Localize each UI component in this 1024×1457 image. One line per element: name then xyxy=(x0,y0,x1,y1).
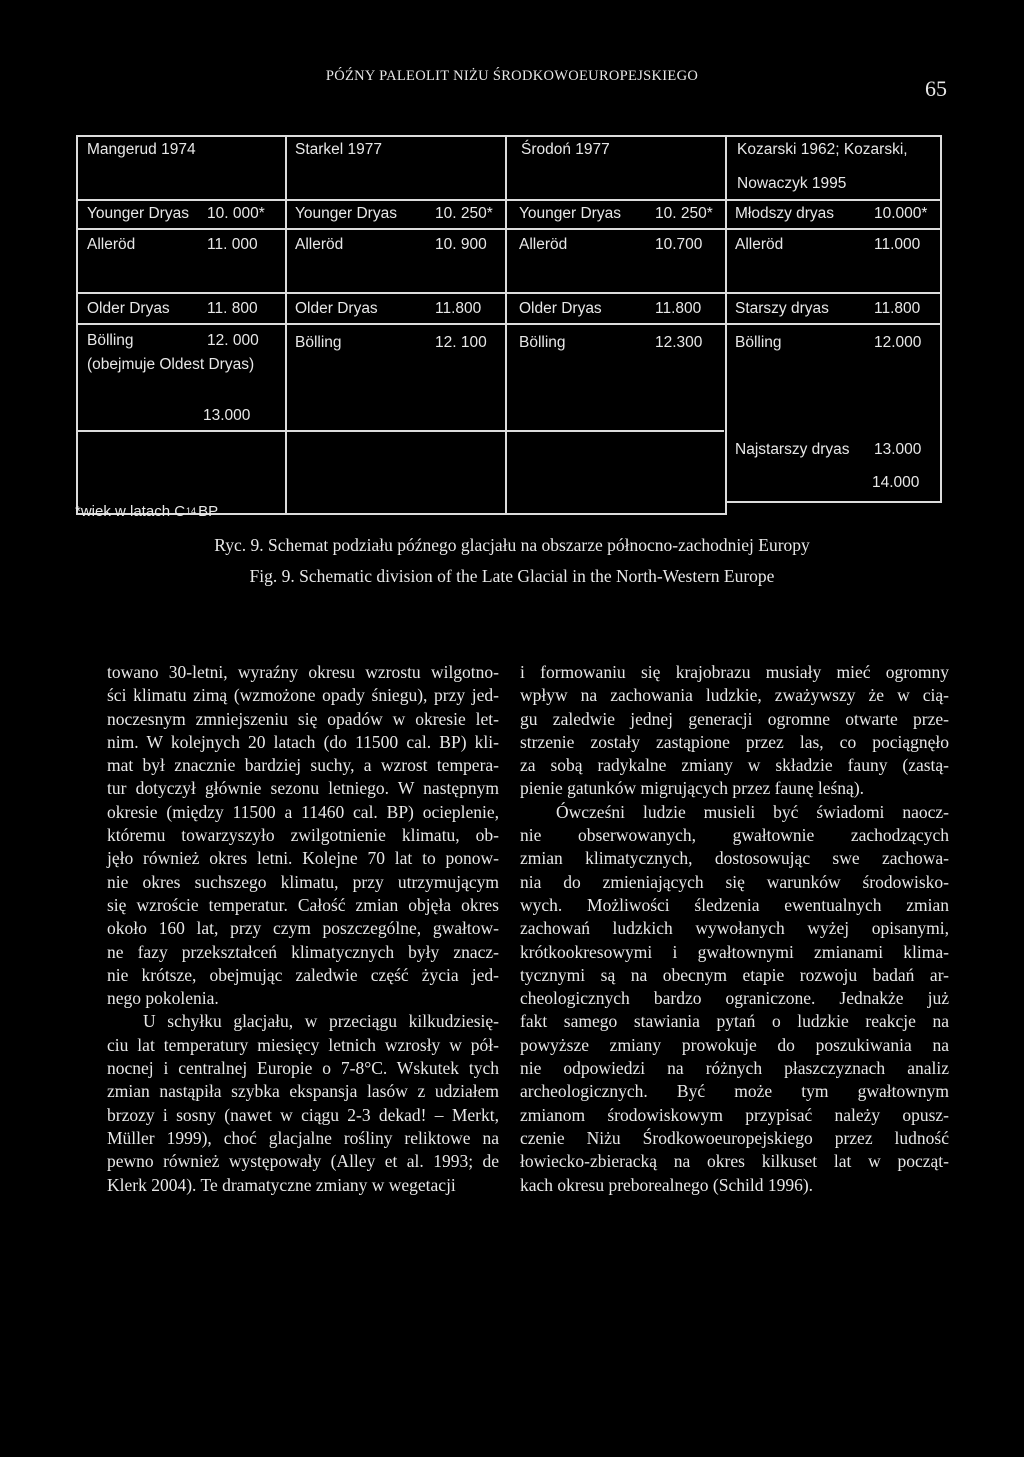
text-line: nie krótsze, obejmując zaledwie część życia jed- xyxy=(107,964,499,985)
footnote-text: *wiek w latach C xyxy=(75,503,186,520)
text-line: tycznymi są na obecnym etapie rozwoju badań ar- xyxy=(520,964,949,985)
column-divider xyxy=(285,135,287,515)
text-line: ciu lat temperatury miesięcy letnich wzrosły w pół- xyxy=(107,1034,499,1055)
text-line: za sobą radykalne zmiany w składzie fauny (zastą- xyxy=(520,755,949,776)
column-header: Starkel 1977 xyxy=(295,141,383,158)
text-line: archeologicznych. Być może tym gwałtownym xyxy=(520,1081,949,1102)
phase-age: 10. 250* xyxy=(435,205,493,222)
text-line: powyższe zmiany prowokuje do poszukiwania na xyxy=(520,1034,949,1055)
text-line: Ówcześni ludzie musieli być świadomi naocz- xyxy=(556,801,949,822)
phase-age: 10.700 xyxy=(655,236,703,253)
text-line: tur dotyczył głównie sezonu letniego. W następnym xyxy=(107,778,499,799)
phase-name: Alleröd xyxy=(87,236,136,253)
text-line: U schyłku glacjału, w przeciągu kilkudziesię- xyxy=(143,1011,499,1032)
phase-age: 11. 000 xyxy=(207,236,258,253)
phase-age: 11.800 xyxy=(655,300,702,317)
table-footnote xyxy=(75,503,218,520)
text-line: cheologicznych bardzo ograniczone. Jednakże już xyxy=(520,988,949,1009)
phase-age: 10.000* xyxy=(874,205,928,222)
phase-age: 12. 000 xyxy=(207,332,259,349)
phase-name: Alleröd xyxy=(519,236,568,253)
phase-name: Younger Dryas xyxy=(87,205,189,222)
text-line: brzozy i sosny (nawet w ciągu 2-3 dekad! – Merkt, xyxy=(107,1104,499,1125)
phase-name: Bölling xyxy=(87,332,134,349)
text-line: nego pokolenia. xyxy=(107,988,219,1009)
text-line: zmianom środowiskowym przypisać należy opusz- xyxy=(520,1104,949,1125)
page-number: 65 xyxy=(925,76,947,101)
text-line: pewno również występowały (Alley et al. 1993; de xyxy=(107,1151,499,1172)
phase-name: Older Dryas xyxy=(87,300,170,317)
phase-age: 10. 000* xyxy=(207,205,265,222)
text-line: nocnej i centralnej Europie o 7-8°C. Wskutek tych xyxy=(107,1058,499,1079)
figure-caption-en: Fig. 9. Schematic division of the Late Glacial in the North-Western Europe xyxy=(249,566,775,586)
text-line: Klerk 2004). Te dramatyczne zmiany w wegetacji xyxy=(107,1174,456,1195)
text-line: około 160 lat, przy czym poszczególne, gwałtow- xyxy=(107,918,499,939)
text-line: jęło również okres letni. Kolejne 70 lat to ponow- xyxy=(107,848,499,869)
phase-name: Najstarszy dryas xyxy=(735,441,850,458)
phase-name: Older Dryas xyxy=(295,300,378,317)
phase-age: 10. 250* xyxy=(655,205,713,222)
text-line: nie odpowiedzi na różnych płaszczyznach analiz xyxy=(520,1058,949,1079)
body-column-right xyxy=(520,661,949,1197)
phase-name: Younger Dryas xyxy=(519,205,621,222)
text-line: nie okres suchszego klimatu, przy utrzymującym xyxy=(107,871,499,892)
row-rule xyxy=(76,323,942,325)
phase-age: 11.800 xyxy=(874,300,921,317)
phase-age: 11.800 xyxy=(435,300,482,317)
table-border-top xyxy=(76,135,942,137)
phase-age: 13.000 xyxy=(874,441,922,458)
boundary-age: 13.000 xyxy=(203,407,251,424)
text-line: i formowaniu się krajobrazu musiały mieć ogromny xyxy=(520,662,949,682)
column-divider xyxy=(505,135,507,515)
phase-age: 12. 100 xyxy=(435,334,487,351)
column-divider xyxy=(725,135,727,515)
text-line: pienie gatunków migrujących przez faunę leśną). xyxy=(520,778,865,799)
text-line: wych. Możliwości śledzenia ewentualnych zmian xyxy=(520,894,949,915)
text-line: gu zaledwie jednej generacji ogromne otwarte prze- xyxy=(520,708,949,729)
text-line: strzenie zostały zastąpione przez las, co pociągnęło xyxy=(520,731,949,752)
column-header: Środoń 1977 xyxy=(521,141,610,158)
phase-name: Older Dryas xyxy=(519,300,602,317)
phase-name: Bölling xyxy=(295,334,342,351)
column-header: Nowaczyk 1995 xyxy=(737,175,847,192)
phase-name: Młodszy dryas xyxy=(735,205,835,222)
row-rule xyxy=(76,430,724,432)
phase-age: 11.000 xyxy=(874,236,921,253)
text-line: zachowań ludzkich wywołanych wyżej opisanymi, xyxy=(520,918,949,939)
phase-name: Younger Dryas xyxy=(295,205,397,222)
text-line: kach okresu preborealnego (Schild 1996). xyxy=(520,1174,814,1195)
text-line: ne fazy przekształceń klimatycznych były znacz- xyxy=(107,941,499,962)
text-line: nia do zmieniających się warunków środowisko- xyxy=(520,871,949,892)
text-line: krótkookresowymi i gwałtownymi zmianami klima- xyxy=(520,941,949,962)
text-line: wpływ na zachowania ludzkie, zważywszy że w cią- xyxy=(520,685,949,706)
figure-caption-pl: Ryc. 9. Schemat podziału późnego glacjału na obszarze północno-zachodniej Europy xyxy=(214,535,810,555)
row-rule xyxy=(76,228,942,230)
text-line: towano 30-letni, wyraźny okresu wzrostu wilgotno- xyxy=(107,662,499,682)
boundary-age: 14.000 xyxy=(872,474,920,491)
text-line: ści klimatu zimą (wzmożone opady śniegu), przy jed- xyxy=(107,685,499,706)
text-line: się wzroście temperatur. Całość zmian objęła okres xyxy=(107,894,499,915)
text-line: zmian nastąpiła szybka ekspansja lasów z udziałem xyxy=(107,1081,499,1102)
phase-age: 12.000 xyxy=(874,334,922,351)
phase-name: Starszy dryas xyxy=(735,300,829,317)
phase-name: Bölling xyxy=(519,334,566,351)
text-line: fakt samego stawiania pytań o ludzkie reakcje na xyxy=(520,1011,949,1032)
text-line: nie obserwowanych, gwałtownie zachodzących xyxy=(520,825,949,846)
text-line: zmian klimatycznych, dostosowując swe zachowa- xyxy=(520,848,949,869)
text-line: łowiecko-zbieracką na okres kilkuset lat w począt- xyxy=(520,1151,949,1172)
footnote-superscript: 14 xyxy=(186,506,197,516)
phase-age: 12.300 xyxy=(655,334,703,351)
text-line: czenie Niżu Środkowoeuropejskiego przez ludność xyxy=(520,1127,949,1148)
phase-age: 10. 900 xyxy=(435,236,487,253)
text-line: okresie (między 11500 a 11460 cal. BP) ocieplenie, xyxy=(107,801,499,822)
text-line: nim. W kolejnych 20 latach (do 11500 cal. BP) kli- xyxy=(107,731,499,752)
running-head: PÓŹNY PALEOLIT NIŻU ŚRODKOWOEUROPEJSKIEGO xyxy=(325,68,699,84)
phase-name: Bölling xyxy=(735,334,782,351)
text-line: któremu towarzyszyło zwilgotnienie klimatu, ob- xyxy=(107,825,499,846)
column-header: Kozarski 1962; Kozarski, xyxy=(737,141,908,158)
text-line: Müller 1999), choć glacjalne rośliny reliktowe na xyxy=(107,1127,499,1148)
header-rule xyxy=(76,199,942,201)
table-border-bottom xyxy=(725,501,942,503)
table-border-right xyxy=(940,135,942,503)
table-border-left xyxy=(76,135,78,515)
text-line: mat był znacznie bardziej suchy, a wzrost tempera- xyxy=(107,755,499,776)
text-line: noczesnym zmniejszeniu się opadów w okresie let- xyxy=(107,708,499,729)
body-column-left xyxy=(107,661,499,1197)
phase-age: 11. 800 xyxy=(207,300,258,317)
footnote-unit: BP xyxy=(198,503,219,520)
column-header: Mangerud 1974 xyxy=(87,141,196,158)
phase-note: (obejmuje Oldest Dryas) xyxy=(87,356,255,373)
phase-name: Alleröd xyxy=(295,236,344,253)
phase-name: Alleröd xyxy=(735,236,784,253)
row-rule xyxy=(76,292,942,294)
